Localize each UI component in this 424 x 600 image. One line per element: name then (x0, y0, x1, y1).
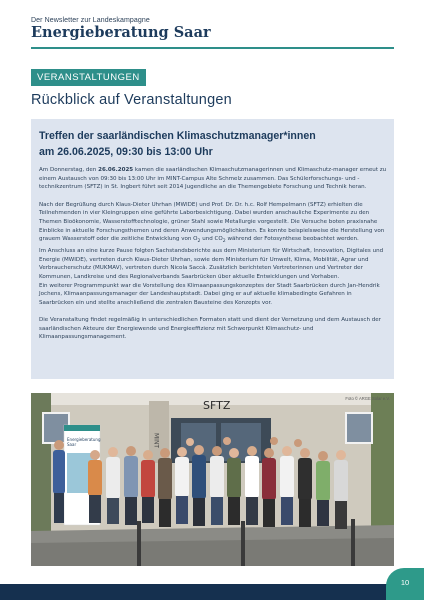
banner-line-1: Energieberatung (67, 437, 101, 442)
newsletter-kicker: Der Newsletter zur Landeskampagne (31, 17, 150, 24)
banner-line-2: Saar (67, 442, 77, 447)
article-paragraph-3: Die Veranstaltung findet regelmäßig in unterschiedlichen Formaten statt und dient der Vernetzung und dem Austausch der saarländischen Akteure der Energiewende und Energieeffizienz mit Schwerpunkt Klimaschutz- und Klimaanpassungsmanagement. (39, 317, 381, 341)
p2-text-e: Ein weiterer Programmpunkt war die Vorstellung des Klimaanpassungskonzeptes der Stadt Saarbrücken durch Jan-Hendrik Jochens, Klimaanpassungsmanager der Landeshauptstadt. Dabei ging er auf aktuelle klimabedingte Gefahren in Saarbrücken ein und stellte anschließend die zentralen Bausteine des Konzepts vor. (39, 282, 380, 306)
header-divider (31, 47, 394, 49)
p1-text-b: kamen die saarländischen Klimaschutzmanagerinnen und Klimaschutz-manager erneut zu einem Austausch von 09:30 bis 13:00 Uhr im MINT-Campus Alte Schmelz zusammen. Das Schülerforschungs- und -technikzentrum (SFTZ) in St. Ingbert führt seit 2014 Jugendliche an die Themengebiete Forschung und Technik heran. (39, 167, 387, 191)
page-title: Rückblick auf Veranstaltungen (31, 92, 232, 108)
p2-text-d: Im Anschluss an eine kurze Pause folgten Sachstandsberichte aus dem Ministerium für Wirtschaft, Innovation, Digitales und Energie (MWIDE), vertreten durch Klaus-Dieter Uhrhan, sowie dem Ministerium für Umwelt, Klima, Mobilität, Agrar und Verbraucherschutz (MUKMAV), vertreten durch Nicola Saccà. Zusätzlich berichteten Vertreterinnen und Vertreter der Kommunen, Landkreise und des Regionalverbands Saarbrücken über aktuelle Entwicklungen und Vorhaben. (39, 247, 384, 280)
article-title-line-1: Treffen der saarländischen Klimaschutzmanager*innen (39, 130, 316, 142)
group-photo-illustration (31, 393, 394, 566)
newsletter-header (31, 17, 395, 41)
p2-subscript-1: 2 (197, 239, 201, 245)
article-title (39, 128, 386, 160)
p2-text-b: und CO (200, 236, 223, 243)
p2-text-c: während der Fotosynthese beobachtet werden. (225, 236, 359, 243)
people-group (53, 437, 348, 529)
p2-subscript-2: 2 (222, 239, 226, 245)
footer-bar (0, 584, 424, 600)
p1-date: 26.06.2025 (98, 167, 134, 173)
p2-text-a: Nach der Begrüßung durch Klaus-Dieter Uhrhan (MWIDE) und Prof. Dr. Dr. h.c. Rolf Hempelmann (SFTZ) erhielten die Teilnehmenden in vier Kleingruppen eine geführte Laborbesichtigung. Dabei wurden anschauliche Experimente zu den Themen Bioökonomie, Wasserstofftechnologie, grüner Stahl sowie Metallurgie vorgestellt. Die Versuche boten praxisnahe Einblicke in aktuelle Forschungsthemen und deren Anwendungsmöglichkeiten. Es konnte beispielsweise die Herstellung von grauem Wasserstoff oder die zeitliche Entwicklung von O (39, 201, 385, 243)
article-title-line-2: am 26.06.2025, 09:30 bis 13:00 Uhr (39, 146, 213, 158)
group-photo (31, 393, 394, 566)
article-paragraph-2 (39, 201, 387, 308)
page-number: 10 (386, 568, 424, 600)
article-box (31, 119, 394, 379)
article-body (39, 166, 387, 351)
p1-text-a: Am Donnerstag, den (39, 167, 99, 173)
building-side-letters: MINT (152, 433, 160, 449)
building-sign: SFTZ (203, 399, 231, 412)
article-paragraph-1 (39, 166, 387, 192)
section-tag: VERANSTALTUNGEN (31, 69, 146, 86)
photo-credit: Foto © ARGE Solar e.V. (345, 396, 390, 401)
newsletter-brand: Energieberatung Saar (31, 24, 211, 41)
